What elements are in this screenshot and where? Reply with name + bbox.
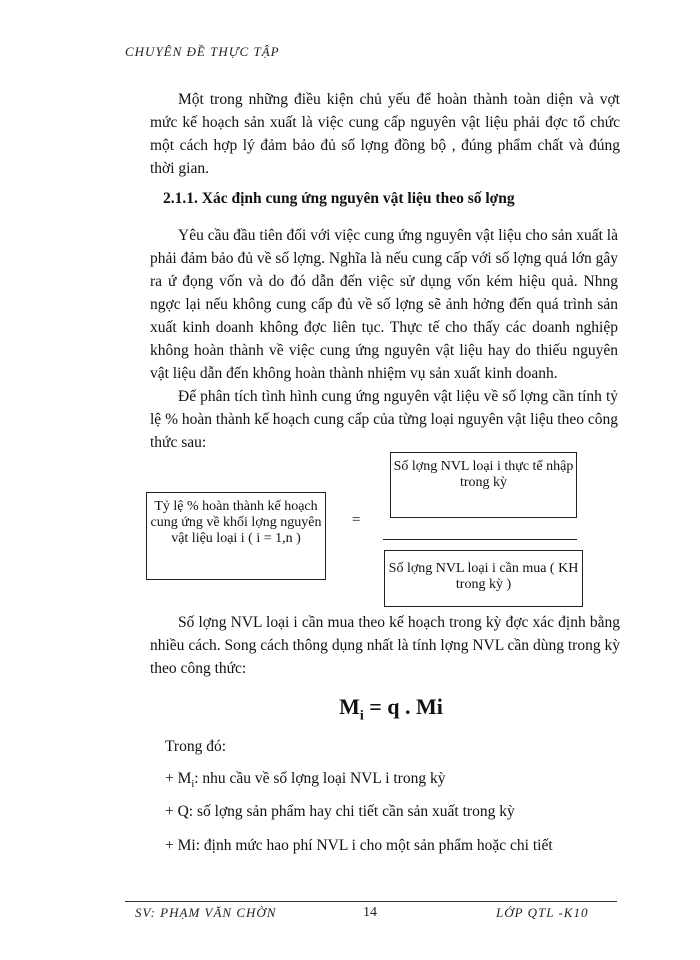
numerator-box: Số lợng NVL loại i thực tế nhập trong kỳ (390, 452, 577, 518)
page-number: 14 (363, 905, 377, 920)
intro-paragraph: Một trong những điều kiện chủ yếu để hoàn thành toàn diện và vợt mức kế hoạch sản xuất là việc cung cấp nguyên vật liệu phải đợc tổ chức một cách hợp lý đảm bảo đủ số lợng đồng bộ , đúng phẩm chất và đúng thời gian. (150, 91, 620, 177)
fraction-line (383, 539, 577, 540)
footer-class: LỚP QTL -K10 (496, 905, 589, 920)
footer-rule (125, 901, 617, 902)
denominator-box: Số lợng NVL loại i cần mua ( KH trong kỳ ) (384, 550, 583, 607)
footer-student: SV: PHẠM VĂN CHỜN (135, 905, 277, 920)
equals-sign: = (352, 512, 361, 528)
definition-mi: + $M_i$: nhu cầu về số lợng loại NVL i trong kỳ (165, 770, 446, 791)
definitions-lead: Trong đó: (165, 738, 227, 755)
page-header: CHUYÊN ĐỀ THỰC TẬP (125, 44, 280, 59)
analysis-paragraph: Để phân tích tình hình cung ứng nguyên vật liệu về số lợng cần tính tỷ lệ % hoàn thành kế hoạch cung cấp của từng loại nguyên vật liệu theo công thức sau: (150, 388, 618, 451)
definition-q: + Q: số lợng sản phẩm hay chi tiết cần sản xuất trong kỳ (165, 803, 515, 820)
demand-formula: $M_i = q$ . Mi (339, 694, 443, 724)
ratio-label-box: Tỷ lệ % hoàn thành kế hoạch cung ứng về khối lợng nguyên vật liệu loại i ( i = 1,n ) (146, 492, 326, 580)
formula-rhs: = q . Mi (369, 694, 443, 719)
definition-norm: + Mi: định mức hao phí NVL i cho một sản phẩm hoặc chi tiết (165, 837, 553, 854)
section-heading: 2.1.1. Xác định cung ứng nguyên vật liệu theo số lợng (163, 190, 515, 207)
quantity-paragraph: Yêu cầu đầu tiên đối với việc cung ứng nguyên vật liệu cho sản xuất là phải đảm bảo đủ về số lợng. Nghĩa là nếu cung cấp với số lợng quá lớn gây ra ứ đọng vốn và do đó dẫn đến việc sử dụng vốn kém hiệu quả. Nhng ngợc lại nếu không cung cấp đủ về số lợng sẽ ảnh hởng đến quá trình sản xuất kinh doanh không đợc liên tục. Thực tế cho thấy các doanh nghiệp không hoàn thành về việc cung ứng nguyên vật liệu hay do thiếu nguyên vật liệu dẫn đến không hoàn thành nhiệm vụ sản xuất kinh doanh. (150, 227, 618, 382)
formula-subscript: i (359, 708, 364, 724)
purchase-paragraph: Số lợng NVL loại i cần mua theo kế hoạch trong kỳ đợc xác định bằng nhiều cách. Song cách thông dụng nhất là tính lợng NVL cần dùng trong kỳ theo công thức: (150, 614, 620, 677)
